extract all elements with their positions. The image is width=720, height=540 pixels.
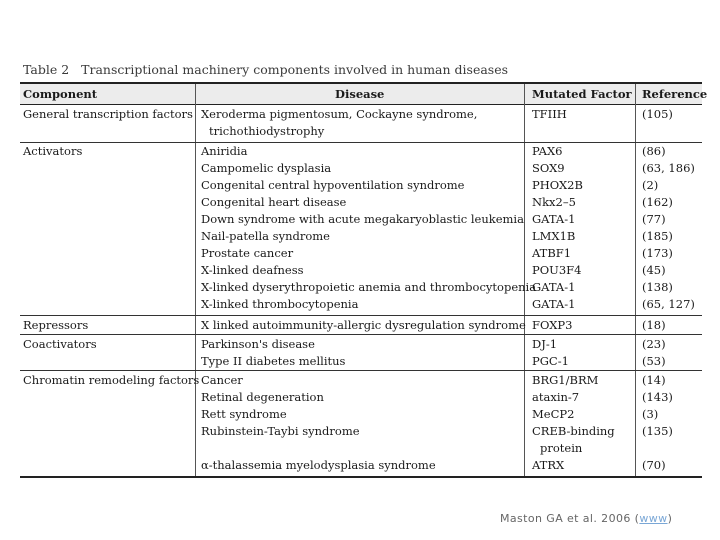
reference-line: (173) [642, 246, 673, 260]
factor-line: PGC-1 [532, 354, 569, 368]
disease-line [201, 440, 436, 457]
disease-cell [201, 143, 536, 313]
reference-line: (162) [642, 195, 673, 209]
factor-line: protein [540, 441, 583, 455]
citation-link[interactable]: www [639, 512, 668, 525]
reference-line: (143) [642, 390, 673, 404]
disease-cell [201, 106, 477, 140]
reference-line: (70) [642, 458, 666, 472]
disease-line: Aniridia [201, 144, 248, 158]
reference-line: (77) [642, 212, 666, 226]
header-reference: Reference [642, 87, 708, 101]
disease-cell [201, 372, 436, 474]
disease-line: trichothiodystrophy [209, 124, 325, 138]
reference-line: (2) [642, 178, 659, 192]
header-disease: Disease [335, 87, 385, 101]
factor-line: PAX6 [532, 144, 563, 158]
disease-line: Congenital heart disease [201, 195, 347, 209]
factor-line: CREB-binding [532, 424, 615, 438]
reference-line: (86) [642, 144, 666, 158]
table-header [20, 84, 708, 105]
reference-line: (105) [642, 107, 673, 121]
reference-line: (3) [642, 407, 659, 421]
factor-line: FOXP3 [532, 318, 573, 332]
factor-line: POU3F4 [532, 263, 582, 277]
reference-cell [642, 143, 695, 313]
reference-line [642, 440, 673, 457]
disease-line: Campomelic dysplasia [201, 161, 332, 175]
disease-line: Rubinstein-Taybi syndrome [201, 424, 360, 438]
factor-line: GATA-1 [532, 212, 576, 226]
factor-cell [532, 336, 569, 370]
factor-cell [532, 106, 567, 123]
reference-line: (65, 127) [642, 297, 695, 311]
disease-line: α-thalassemia myelodysplasia syndrome [201, 458, 436, 472]
disease-line: Prostate cancer [201, 246, 294, 260]
reference-line: (135) [642, 424, 673, 438]
factor-cell [532, 372, 615, 474]
table-caption [23, 62, 508, 77]
disease-line: Rett syndrome [201, 407, 287, 421]
reference-cell [642, 372, 673, 474]
disease-line: Xeroderma pigmentosum, Cockayne syndrome, [201, 107, 478, 121]
reference-line: (45) [642, 263, 666, 277]
table-row-group [20, 370, 702, 472]
factor-line: SOX9 [532, 161, 565, 175]
disease-table [20, 82, 708, 478]
citation-close: ) [667, 512, 673, 525]
factor-line: Nkx2–5 [532, 195, 576, 209]
table-row-group [20, 315, 702, 332]
table-number: Table 2 [23, 62, 70, 77]
component-cell: Coactivators [23, 337, 97, 351]
disease-line: Type II diabetes mellitus [201, 354, 346, 368]
factor-cell [532, 317, 572, 334]
disease-line: Down syndrome with acute megakaryoblastic leukemia [201, 212, 524, 226]
factor-line: GATA-1 [532, 280, 576, 294]
reference-cell [642, 336, 666, 370]
factor-line: TFIIH [532, 107, 567, 121]
component-cell: Activators [23, 144, 83, 158]
table-title: Transcriptional machinery components involved in human diseases [81, 62, 509, 77]
source-citation [500, 512, 672, 525]
component-cell: Repressors [23, 318, 89, 332]
factor-line: ATBF1 [532, 246, 572, 260]
component-cell: Chromatin remodeling factors [23, 373, 200, 387]
disease-line: Congenital central hypoventilation syndrome [201, 178, 465, 192]
factor-line: BRG1/BRM [532, 373, 599, 387]
disease-line: X linked autoimmunity-allergic dysregulation syndrome [201, 318, 526, 332]
header-component: Component [23, 87, 98, 101]
factor-line: ataxin-7 [532, 390, 580, 404]
reference-cell [642, 106, 673, 123]
component-cell: General transcription factors [23, 107, 193, 121]
reference-line: (53) [642, 354, 666, 368]
reference-cell [642, 317, 666, 334]
citation-text: Maston GA et al. 2006 ( [500, 512, 640, 525]
disease-line: Cancer [201, 373, 243, 387]
disease-line: Nail-patella syndrome [201, 229, 330, 243]
reference-line: (14) [642, 373, 666, 387]
disease-line: Parkinson's disease [201, 337, 315, 351]
reference-line: (185) [642, 229, 673, 243]
factor-cell [532, 143, 583, 313]
table-row-group [20, 334, 702, 368]
disease-cell [201, 317, 526, 334]
factor-line: PHOX2B [532, 178, 583, 192]
factor-line: GATA-1 [532, 297, 576, 311]
header-factor: Mutated Factor [532, 87, 632, 101]
disease-line: X-linked dyserythropoietic anemia and thrombocytopenia [201, 280, 537, 294]
disease-line: X-linked deafness [201, 263, 304, 277]
disease-cell [201, 336, 345, 370]
factor-line: DJ-1 [532, 337, 558, 351]
reference-line: (18) [642, 318, 666, 332]
disease-line: Retinal degeneration [201, 390, 324, 404]
table-row-group [20, 142, 702, 311]
reference-line: (63, 186) [642, 161, 695, 175]
reference-line: (23) [642, 337, 666, 351]
factor-line: MeCP2 [532, 407, 575, 421]
factor-line: ATRX [532, 458, 565, 472]
reference-line: (138) [642, 280, 673, 294]
factor-line: LMX1B [532, 229, 576, 243]
disease-line: X-linked thrombocytopenia [201, 297, 359, 311]
